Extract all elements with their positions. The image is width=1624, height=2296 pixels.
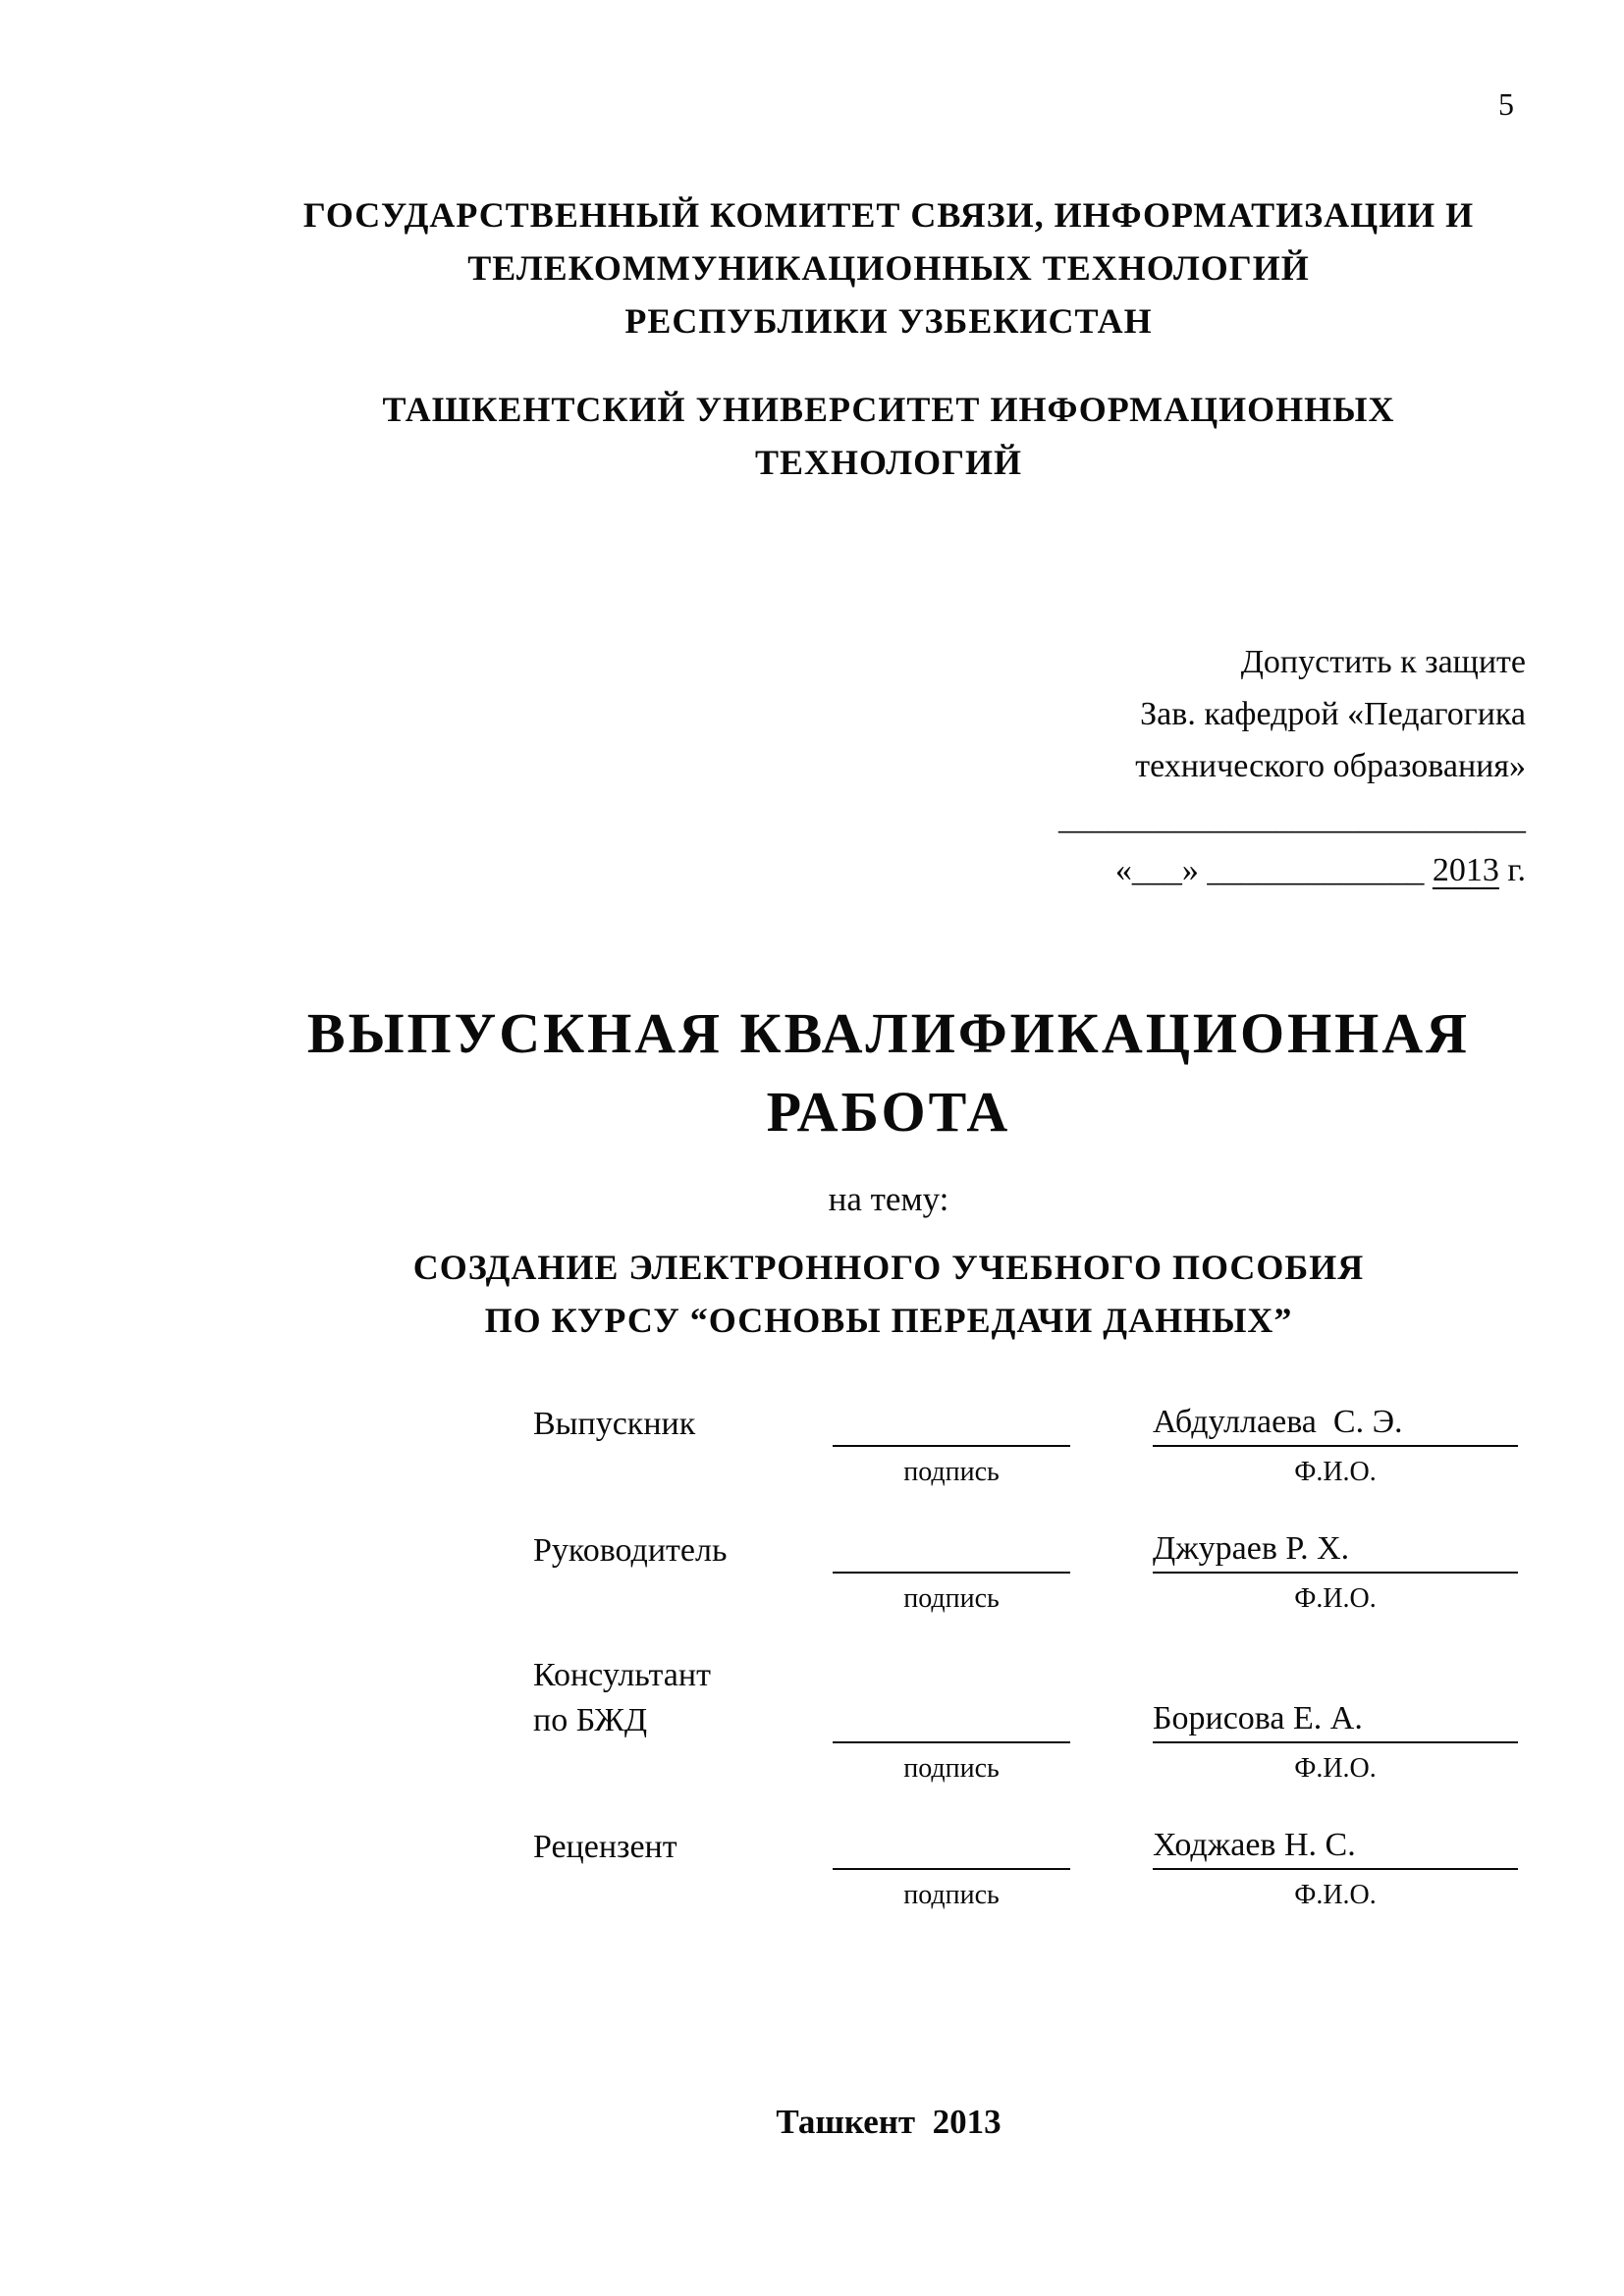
name-caption: Ф.И.О. <box>1294 1583 1377 1614</box>
signature-name: Борисова Е. А. <box>1153 1696 1518 1743</box>
university-line-2: ТЕХНОЛОГИЙ <box>755 443 1022 482</box>
name-caption: Ф.И.О. <box>1294 1457 1377 1487</box>
role-line: Выпускник <box>533 1406 696 1442</box>
approval-line-3: технического образования» <box>1135 748 1526 784</box>
signature-caption: подпись <box>903 1583 1000 1614</box>
topic-line-2: ПО КУРСУ “ОСНОВЫ ПЕРЕДАЧИ ДАННЫХ” <box>484 1301 1293 1340</box>
signature-name: Джураев Р. Х. <box>1153 1526 1518 1574</box>
signature-row-reviewer <box>533 1823 1545 1914</box>
approval-line-1: Допустить к защите <box>1240 644 1526 680</box>
role-line-2: по БЖД <box>533 1702 648 1738</box>
signature-row-consultant <box>533 1653 1545 1788</box>
signature-role-label <box>533 1825 833 1870</box>
date-day-blank: «___» <box>1114 852 1199 888</box>
name-caption: Ф.И.О. <box>1294 1880 1377 1910</box>
signature-blank-line <box>833 1400 1070 1447</box>
city-year-footer: Ташкент 2013 <box>776 2103 1001 2141</box>
signature-row-supervisor <box>533 1526 1545 1618</box>
university-line-1: ТАШКЕНТСКИЙ УНИВЕРСИТЕТ ИНФОРМАЦИОННЫХ <box>382 390 1395 429</box>
date-month-blank: _____________ <box>1207 852 1425 888</box>
committee-line-3: РЕСПУБЛИКИ УЗБЕКИСТАН <box>624 301 1153 341</box>
title-subtitle: на тему: <box>828 1180 949 1218</box>
main-title-line-2: РАБОТА <box>766 1080 1011 1144</box>
page-content <box>0 188 1624 2142</box>
role-line: Консультант <box>533 1657 711 1693</box>
name-caption: Ф.И.О. <box>1294 1753 1377 1784</box>
date-space-2 <box>1424 852 1433 888</box>
approval-signature-blank: ____________________________ <box>1058 800 1526 836</box>
signature-name: Ходжаев Н. С. <box>1153 1823 1518 1870</box>
signature-caption: подпись <box>903 1457 1000 1487</box>
signature-blank-line <box>833 1526 1070 1574</box>
signature-role-label <box>533 1528 833 1574</box>
committee-header <box>232 188 1545 347</box>
committee-line-2: ТЕЛЕКОММУНИКАЦИОННЫХ ТЕХНОЛОГИЙ <box>467 248 1310 288</box>
signature-caption: подпись <box>903 1880 1000 1910</box>
role-line: Руководитель <box>533 1532 728 1569</box>
signature-caption: подпись <box>903 1753 1000 1784</box>
topic-title <box>232 1241 1545 1347</box>
main-title <box>232 994 1545 1151</box>
signature-role-label <box>533 1653 833 1743</box>
signature-row-graduate <box>533 1400 1545 1491</box>
approval-block <box>1035 636 1526 896</box>
signature-section <box>533 1400 1545 1914</box>
signature-blank-line <box>833 1823 1070 1870</box>
role-line: Рецензент <box>533 1829 677 1865</box>
topic-line-1: СОЗДАНИЕ ЭЛЕКТРОННОГО УЧЕБНОГО ПОСОБИЯ <box>412 1248 1365 1287</box>
page-number: 5 <box>1498 86 1514 122</box>
date-suffix: г. <box>1498 852 1526 888</box>
signature-name: Абдуллаева С. Э. <box>1153 1400 1518 1447</box>
date-year: 2013 <box>1432 852 1499 888</box>
university-header <box>232 383 1545 489</box>
committee-line-1: ГОСУДАРСТВЕННЫЙ КОМИТЕТ СВЯЗИ, ИНФОРМАТИЗАЦИИ И <box>302 195 1475 235</box>
signature-blank-line <box>833 1653 1070 1743</box>
main-title-line-1: ВЫПУСКНАЯ КВАЛИФИКАЦИОННАЯ <box>306 1001 1471 1065</box>
approval-date-line <box>1035 844 1526 896</box>
approval-line-2: Зав. кафедрой «Педагогика <box>1140 696 1526 732</box>
signature-role-label <box>533 1402 833 1447</box>
